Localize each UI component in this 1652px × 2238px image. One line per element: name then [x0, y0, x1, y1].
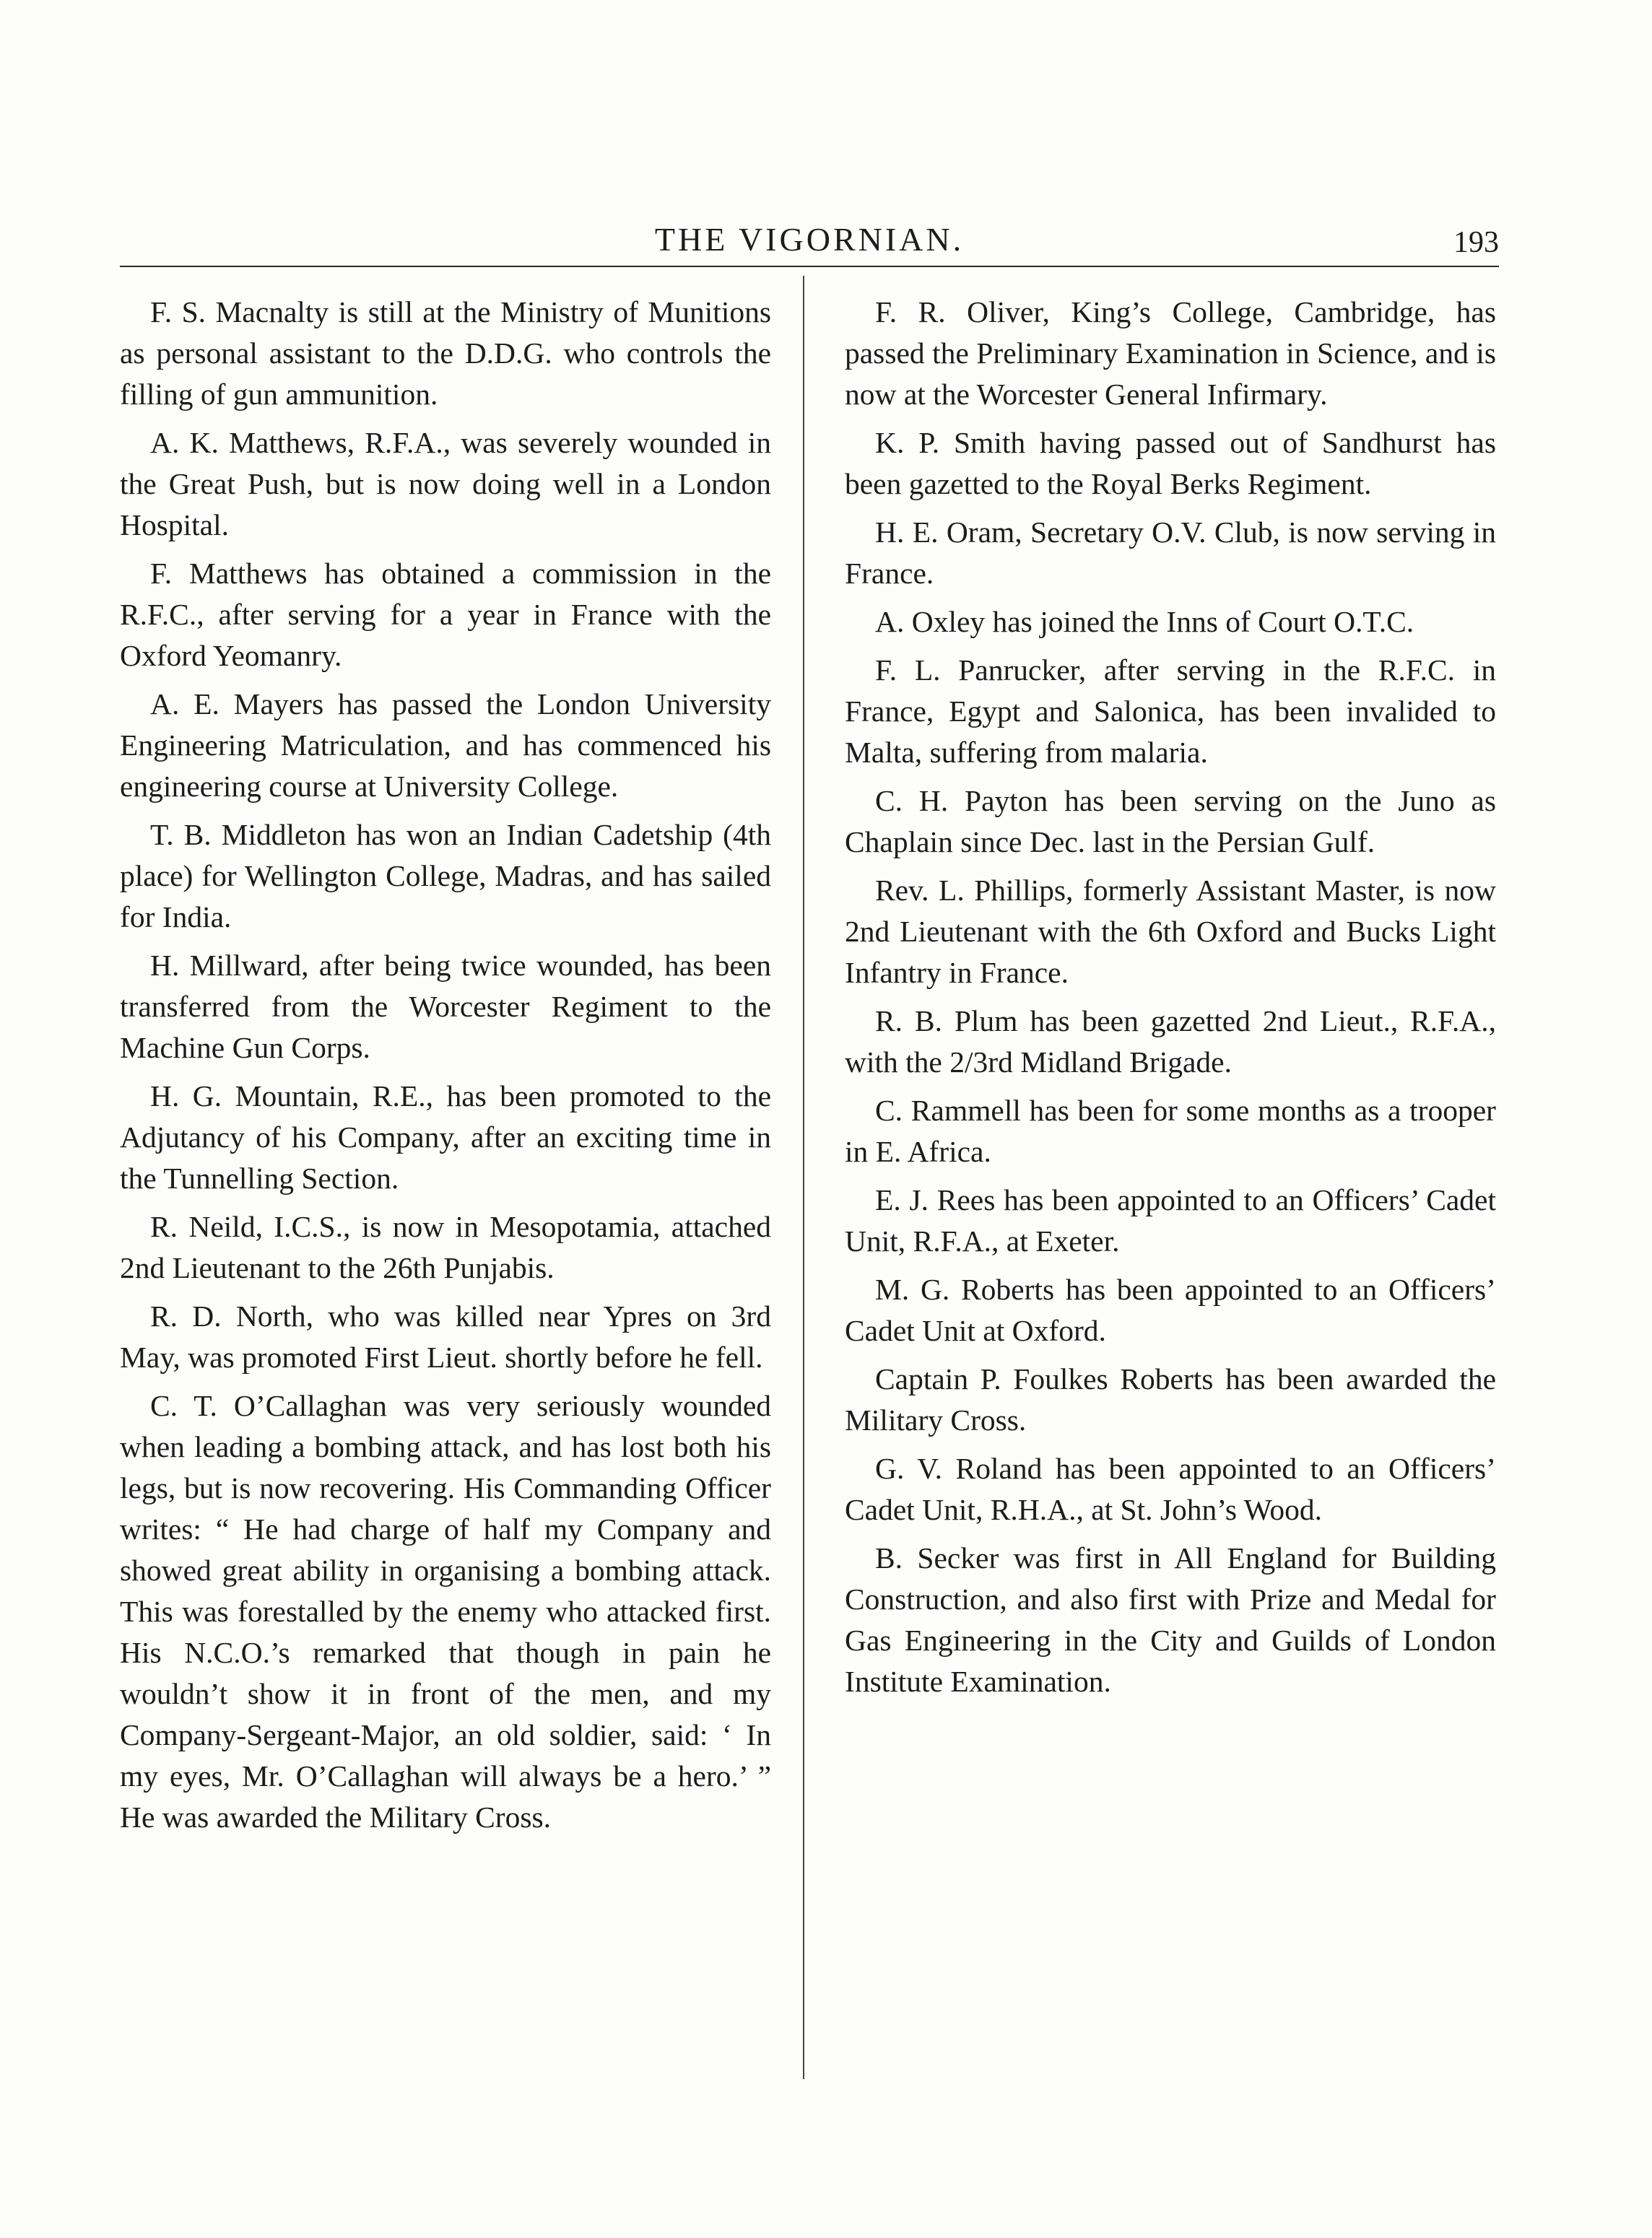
news-paragraph: A. K. Matthews, R.F.A., was severely wounded in the Great Push, but is now doing well in a London Hospital.: [120, 426, 771, 541]
right-column: [845, 292, 1496, 1710]
left-column: [120, 292, 771, 1845]
running-header: [120, 219, 1499, 266]
header-rule: [120, 266, 1499, 267]
news-paragraph: F. L. Panrucker, after serving in the R.F.C. in France, Egypt and Salonica, has been invalided to Malta, suffering from malaria.: [845, 653, 1496, 769]
news-paragraph: R. D. North, who was killed near Ypres on 3rd May, was promoted First Lieut. shortly before he fell.: [120, 1299, 771, 1374]
news-paragraph: G. V. Roland has been appointed to an Officers’ Cadet Unit, R.H.A., at St. John’s Wood.: [845, 1452, 1496, 1526]
news-paragraph: F. Matthews has obtained a commission in the R.F.C., after serving for a year in France with the Oxford Yeomanry.: [120, 557, 771, 672]
column-divider: [803, 276, 804, 2079]
news-paragraph: Captain P. Foulkes Roberts has been awarded the Military Cross.: [845, 1362, 1496, 1437]
news-paragraph: M. G. Roberts has been appointed to an Officers’ Cadet Unit at Oxford.: [845, 1273, 1496, 1347]
news-paragraph: Rev. L. Phillips, formerly Assistant Master, is now 2nd Lieutenant with the 6th Oxford and Bucks Light Infantry in France.: [845, 874, 1496, 989]
news-paragraph: F. S. Macnalty is still at the Ministry of Munitions as personal assistant to the D.D.G. who controls the filling of gun ammunition.: [120, 295, 771, 411]
news-paragraph: B. Secker was first in All England for Building Construction, and also first with Prize and Medal for Gas Engineering in the City and Guilds of London Institute Examination.: [845, 1541, 1496, 1698]
news-paragraph: A. Oxley has joined the Inns of Court O.T.C.: [875, 605, 1414, 638]
news-paragraph: C. H. Payton has been serving on the Juno as Chaplain since Dec. last in the Persian Gulf.: [845, 784, 1496, 858]
news-paragraph: K. P. Smith having passed out of Sandhurst has been gazetted to the Royal Berks Regiment.: [845, 426, 1496, 500]
news-paragraph: C. Rammell has been for some months as a trooper in E. Africa.: [845, 1094, 1496, 1168]
news-paragraph: T. B. Middleton has won an Indian Cadetship (4th place) for Wellington College, Madras, and has sailed for India.: [120, 818, 771, 933]
page-number: 193: [1453, 226, 1499, 259]
journal-title: THE VIGORNIAN.: [654, 221, 965, 258]
news-paragraph: R. B. Plum has been gazetted 2nd Lieut., R.F.A., with the 2/3rd Midland Brigade.: [845, 1004, 1496, 1079]
news-paragraph: H. G. Mountain, R.E., has been promoted to the Adjutancy of his Company, after an exciting time in the Tunnelling Section.: [120, 1079, 771, 1195]
news-paragraph: A. E. Mayers has passed the London University Engineering Matriculation, and has commenced his engineering course at University College.: [120, 687, 771, 803]
news-paragraph: F. R. Oliver, King’s College, Cambridge, has passed the Preliminary Examination in Science, and is now at the Worcester General Infirmary.: [845, 295, 1496, 411]
news-paragraph: H. E. Oram, Secretary O.V. Club, is now serving in France.: [845, 515, 1496, 590]
news-paragraph: C. T. O’Callaghan was very seriously wounded when leading a bombing attack, and has lost both his legs, but is now recovering. His Commanding Officer writes: “ He had charge of half my Company and showed great ability in organising a bombing attack. This was forestalled by the enemy who attacked first. His N.C.O.’s remarked that though in pain he wouldn’t show it in front of the men, and my Company-Sergeant-Major, an old soldier, said: ‘ In my eyes, Mr. O’Callaghan will always be a hero.’ ” He was awarded the Military Cross.: [120, 1389, 771, 1834]
news-paragraph: H. Millward, after being twice wounded, has been transferred from the Worcester Regiment to the Machine Gun Corps.: [120, 949, 771, 1064]
news-paragraph: E. J. Rees has been appointed to an Officers’ Cadet Unit, R.F.A., at Exeter.: [845, 1183, 1496, 1258]
news-paragraph: R. Neild, I.C.S., is now in Mesopotamia, attached 2nd Lieutenant to the 26th Punjabis.: [120, 1210, 771, 1284]
